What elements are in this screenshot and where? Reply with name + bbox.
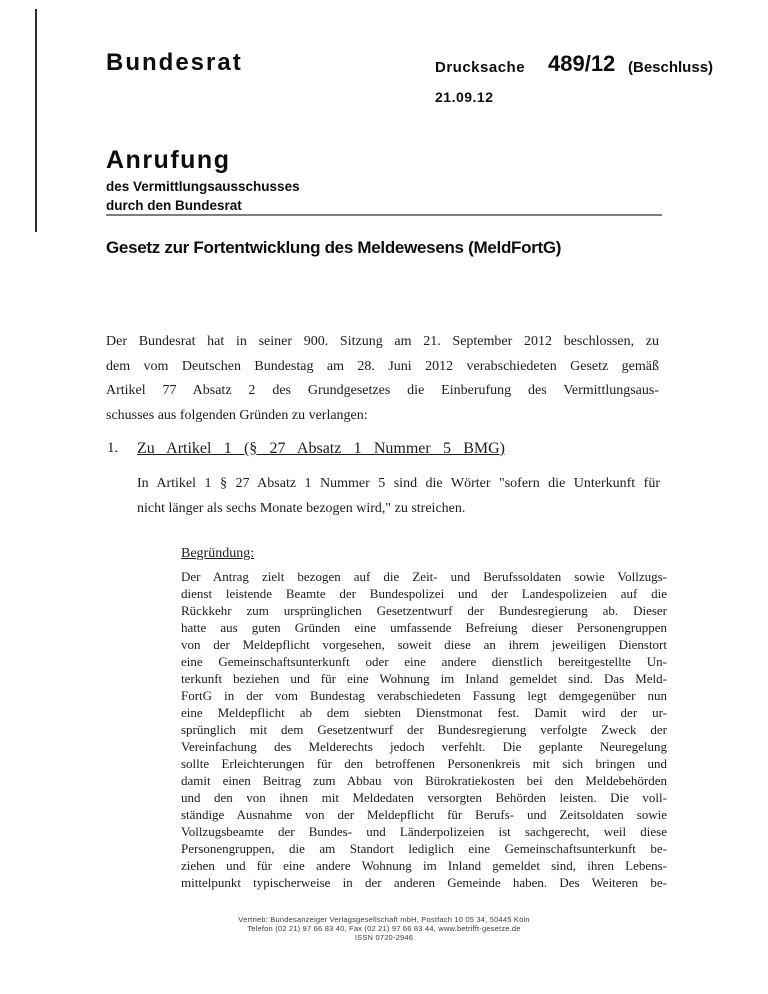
drucksache-number: 489/12 — [548, 51, 616, 76]
paragraph-line: dienst leistende Beamte der Bundespolizei und der Landespolizeien auf die — [181, 586, 667, 601]
drucksache-qualifier: (Beschluss) — [628, 59, 714, 76]
paragraph-line: Der Bundesrat hat in seiner 900. Sitzung am 21. September 2012 beschlossen, zu — [106, 334, 659, 349]
anrufung-heading: Anrufung — [106, 146, 231, 174]
publisher-title: Bundesrat — [106, 49, 243, 76]
paragraph-line: nicht länger als sechs Monate bezogen wird," zu streichen. — [137, 501, 466, 516]
paragraph-line: eine Gemeinschaftsunterkunft oder eine andere dienstlich bereitgestellte Un- — [181, 654, 667, 669]
item-heading: Zu Artikel 1 (§ 27 Absatz 1 Nummer 5 BMG) — [137, 440, 505, 457]
paragraph-line: FortG in der vom Bundestag verabschiedeten Fassung legt demgegenüber nun — [181, 688, 667, 703]
paragraph-line: Vollzugsbeamte der Bundes- und Länderpolizeien ist sachgerecht, weil diese — [181, 824, 667, 839]
drucksache-label: Drucksache — [435, 59, 526, 76]
paragraph-line: terkunft beziehen und für eine Wohnung im Inland gemeldet sind. Das Meld- — [181, 671, 667, 686]
footer-imprint — [0, 915, 768, 942]
item-paragraph — [137, 471, 660, 521]
paragraph-line: hatte aus guten Gründen eine umfassende Befreiung dieser Personengruppen — [181, 620, 667, 635]
paragraph-line: mittelpunkt typischerweise in der anderen Gemeinde haben. Des Weiteren be- — [181, 875, 667, 890]
intro-paragraph — [106, 330, 659, 428]
footer-line-issn: ISSN 0720-2946 — [354, 933, 414, 942]
paragraph-line: ziehen und für eine andere Wohnung im Inland gemeldet sind, ihren Lebens- — [181, 858, 667, 873]
paragraph-line: ständige Ausnahme von der Meldepflicht für Berufs- und Zeitsoldaten sowie — [181, 807, 667, 822]
fold-mark — [35, 9, 37, 232]
paragraph-line: sollte Erleichterungen für den betroffenen Personenkreis mit sich bringen und — [181, 756, 667, 771]
anrufung-subtitle — [106, 177, 300, 215]
subtitle-line-1: des Vermittlungsausschusses — [106, 179, 300, 194]
paragraph-line: damit einen Beitrag zum Abbau von Bürokratiekosten bei den Meldebehörden — [181, 773, 667, 788]
document-date: 21.09.12 — [435, 89, 494, 105]
paragraph-line: sprünglich mit dem Gesetzentwurf der Bundesregierung verfolgte Zweck der — [181, 722, 667, 737]
paragraph-line: Vereinfachung des Melderechts jedoch verfehlt. Die geplante Neuregelung — [181, 739, 667, 754]
footer-line-distribution: Vertrieb: Bundesanzeiger Verlagsgesellschaft mbH, Postfach 10 05 34, 50445 Köln — [238, 915, 530, 924]
paragraph-line: schusses aus folgenden Gründen zu verlangen: — [106, 407, 368, 423]
item-number: 1. — [107, 440, 119, 456]
paragraph-line: und den von ihnen mit Meldedaten versorgten Behörden leisten. Die voll- — [181, 790, 667, 805]
begruendung-label: Begründung: — [181, 546, 255, 561]
paragraph-line: Der Antrag zielt bezogen auf die Zeit- und Berufssoldaten sowie Vollzugs- — [181, 569, 667, 584]
paragraph-line: dem vom Deutschen Bundestag am 28. Juni 2012 verabschiedeten Gesetz gemäß — [106, 358, 659, 374]
begruendung-paragraph — [181, 568, 667, 891]
paragraph-line: eine Meldepflicht ab dem siebten Dienstmonat fest. Damit wird der ur- — [181, 705, 667, 720]
paragraph-line: Personengruppen, die am Standort lediglich eine Gemeinschaftsunterkunft be- — [181, 841, 667, 856]
header-divider — [106, 214, 662, 216]
paragraph-line: Rückkehr zum ursprünglichen Gesetzentwurf der Bundesregierung ab. Dieser — [181, 603, 667, 618]
subtitle-line-2: durch den Bundesrat — [106, 198, 242, 213]
paragraph-line: In Artikel 1 § 27 Absatz 1 Nummer 5 sind die Wörter "sofern die Unterkunft für — [137, 476, 660, 491]
paragraph-line: Artikel 77 Absatz 2 des Grundgesetzes die Einberufung des Vermittlungsaus- — [106, 383, 659, 398]
law-title: Gesetz zur Fortentwicklung des Meldewesens (MeldFortG) — [106, 238, 562, 257]
footer-line-contact: Telefon (02 21) 97 66 83 40, Fax (02 21) 97 66 83 44, www.betrifft-gesetze.de — [247, 924, 521, 933]
paragraph-line: von der Meldepflicht vorgesehen, soweit diese an ihrem jeweiligen Dienstort — [181, 637, 667, 652]
